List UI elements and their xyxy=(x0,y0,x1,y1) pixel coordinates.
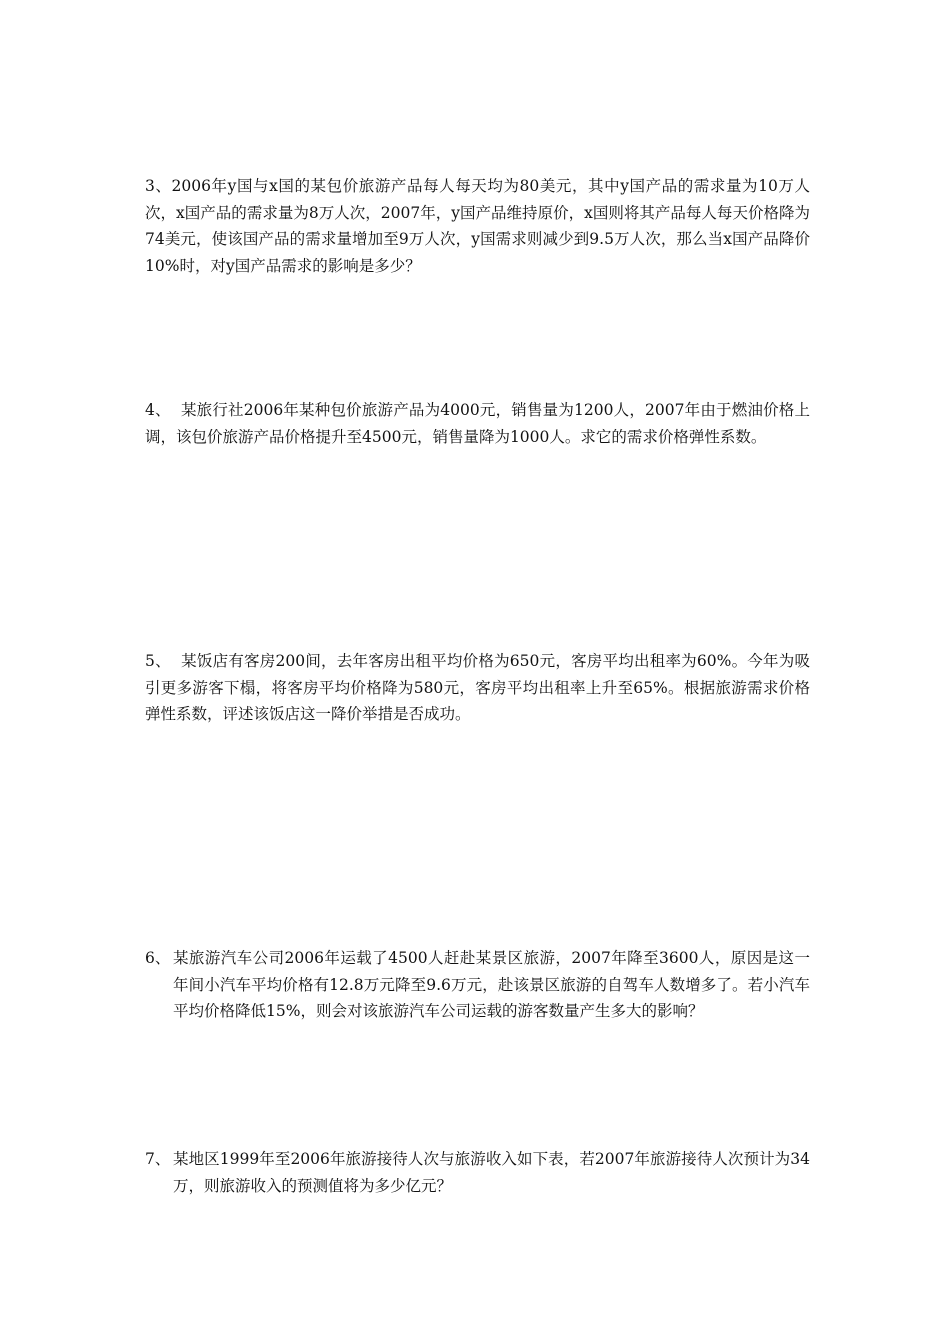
question-6-text: 某旅游汽车公司2006年运载了4500人赶赴某景区旅游，2007年降至3600人，原因是这一年间小汽车平均价格有12.8万元降至9.6万元，赴该景区旅游的自驾车人数增多了。若小汽车平均价格降低15%，则会对该旅游汽车公司运载的游客数量产生多大的影响？ xyxy=(173,949,810,1020)
question-7-text: 某地区1999年至2006年旅游接待人次与旅游收入如下表，若2007年旅游接待人次预计为34万，则旅游收入的预测值将为多少亿元？ xyxy=(173,1150,810,1195)
question-3-text: 2006年y国与x国的某包价旅游产品每人每天均为80美元，其中y国产品的需求量为10万人次，x国产品的需求量为8万人次，2007年，y国产品维持原价，x国则将其产品每人每天价格降为74美元，使该国产品的需求量增加至9万人次，y国需求则减少到9.5万人次，那么当x国产品降价10%时，对y国产品需求的影响是多少？ xyxy=(145,177,810,275)
question-6-number: 6、 xyxy=(145,949,171,967)
question-7 xyxy=(145,1146,810,1199)
question-4-text: 某旅行社2006年某种包价旅游产品为4000元，销售量为1200人，2007年由于燃油价格上调，该包价旅游产品价格提升至4500元，销售量降为1000人。求它的需求价格弹性系数。 xyxy=(145,401,810,446)
question-5-text: 某饭店有客房200间，去年客房出租平均价格为650元，客房平均出租率为60%。今年为吸引更多游客下榻，将客房平均价格降为580元，客房平均出租率上升至65%。根据旅游需求价格弹性系数，评述该饭店这一降价举措是否成功。 xyxy=(145,652,810,723)
question-4-number: 4、 xyxy=(145,401,171,419)
question-4 xyxy=(145,397,810,450)
question-3-number: 3、 xyxy=(145,177,172,195)
question-6 xyxy=(145,945,810,1025)
question-3 xyxy=(145,173,810,279)
question-7-number: 7、 xyxy=(145,1150,171,1168)
question-5-number: 5、 xyxy=(145,652,171,670)
question-5 xyxy=(145,648,810,728)
